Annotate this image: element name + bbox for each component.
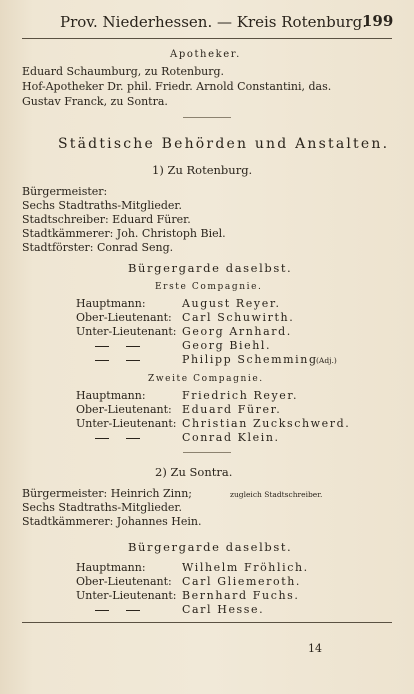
c1-name-5: Philipp Schemming bbox=[182, 353, 318, 366]
c2-dashes-4 bbox=[95, 432, 140, 443]
c1-dashes-4 bbox=[95, 340, 140, 351]
c2-name-3: Christian Zuckschwerd. bbox=[182, 417, 351, 430]
adjutant-note: (Adj.) bbox=[316, 356, 337, 365]
divider bbox=[183, 452, 231, 453]
s-name-1: Wilhelm Fröhlich. bbox=[182, 561, 309, 574]
apotheker-line-1: Eduard Schaumburg, zu Rotenburg. bbox=[22, 65, 225, 78]
c2-rank-3: Unter-Lieutenant: bbox=[76, 417, 177, 430]
s-name-2: Carl Gliemeroth. bbox=[182, 575, 302, 588]
c1-rank-2: Ober-Lieutenant: bbox=[76, 311, 172, 324]
sontra-burgermeister-note: zugleich Stadtschreiber. bbox=[230, 490, 323, 499]
s-dashes-4 bbox=[95, 604, 140, 615]
sontra-official-1: Sechs Stadtraths-Mitglieder. bbox=[22, 501, 182, 514]
rotenburg-official-4: Stadtkämmerer: Joh. Christoph Biel. bbox=[22, 227, 226, 240]
rotenburg-heading: 1) Zu Rotenburg. bbox=[152, 163, 253, 177]
sontra-heading: 2) Zu Sontra. bbox=[155, 465, 233, 479]
c2-rank-2: Ober-Lieutenant: bbox=[76, 403, 172, 416]
rotenburg-official-2: Sechs Stadtraths-Mitglieder. bbox=[22, 199, 182, 212]
c1-name-1: August Reyer. bbox=[182, 297, 281, 310]
sontra-burgermeister: Bürgermeister: Heinrich Zinn; bbox=[22, 487, 192, 500]
s-rank-1: Hauptmann: bbox=[76, 561, 146, 574]
apotheker-line-2: Hof-Apotheker Dr. phil. Friedr. Arnold Constantini, das. bbox=[22, 80, 332, 93]
divider bbox=[183, 117, 231, 118]
footer-rule bbox=[22, 622, 392, 623]
sontra-official-2: Stadtkämmerer: Johannes Hein. bbox=[22, 515, 202, 528]
apotheker-line-3: Gustav Franck, zu Sontra. bbox=[22, 95, 168, 108]
c2-name-1: Friedrich Reyer. bbox=[182, 389, 299, 402]
c1-name-2: Carl Schuwirth. bbox=[182, 311, 295, 324]
rotenburg-official-3: Stadtschreiber: Eduard Fürer. bbox=[22, 213, 191, 226]
signature-mark: 14 bbox=[308, 642, 322, 655]
c1-name-4: Georg Biehl. bbox=[182, 339, 272, 352]
c2-name-4: Conrad Klein. bbox=[182, 431, 280, 444]
rotenburg-official-1: Bürgermeister: bbox=[22, 185, 108, 198]
c1-name-3: Georg Arnhard. bbox=[182, 325, 292, 338]
running-title: Prov. Niederhessen. — Kreis Rotenburg. bbox=[60, 13, 367, 31]
company1-heading: Erste Compagnie. bbox=[155, 282, 263, 292]
c1-rank-3: Unter-Lieutenant: bbox=[76, 325, 177, 338]
section-title: Städtische Behörden und Anstalten. bbox=[58, 136, 390, 152]
c1-rank-1: Hauptmann: bbox=[76, 297, 146, 310]
c1-dashes-5 bbox=[95, 354, 140, 365]
c2-rank-1: Hauptmann: bbox=[76, 389, 146, 402]
s-name-4: Carl Hesse. bbox=[182, 603, 265, 616]
apotheker-heading: Apotheker. bbox=[170, 49, 241, 60]
page-number: 199 bbox=[362, 12, 394, 30]
s-name-3: Bernhard Fuchs. bbox=[182, 589, 300, 602]
company2-heading: Zweite Compagnie. bbox=[148, 374, 264, 384]
s-rank-3: Unter-Lieutenant: bbox=[76, 589, 177, 602]
rotenburg-official-5: Stadtförster: Conrad Seng. bbox=[22, 241, 174, 254]
s-rank-2: Ober-Lieutenant: bbox=[76, 575, 172, 588]
rotenburg-guard-heading: Bürgergarde daselbst. bbox=[128, 261, 293, 275]
c2-name-2: Eduard Fürer. bbox=[182, 403, 282, 416]
sontra-guard-heading: Bürgergarde daselbst. bbox=[128, 540, 293, 554]
header-rule bbox=[22, 38, 392, 39]
